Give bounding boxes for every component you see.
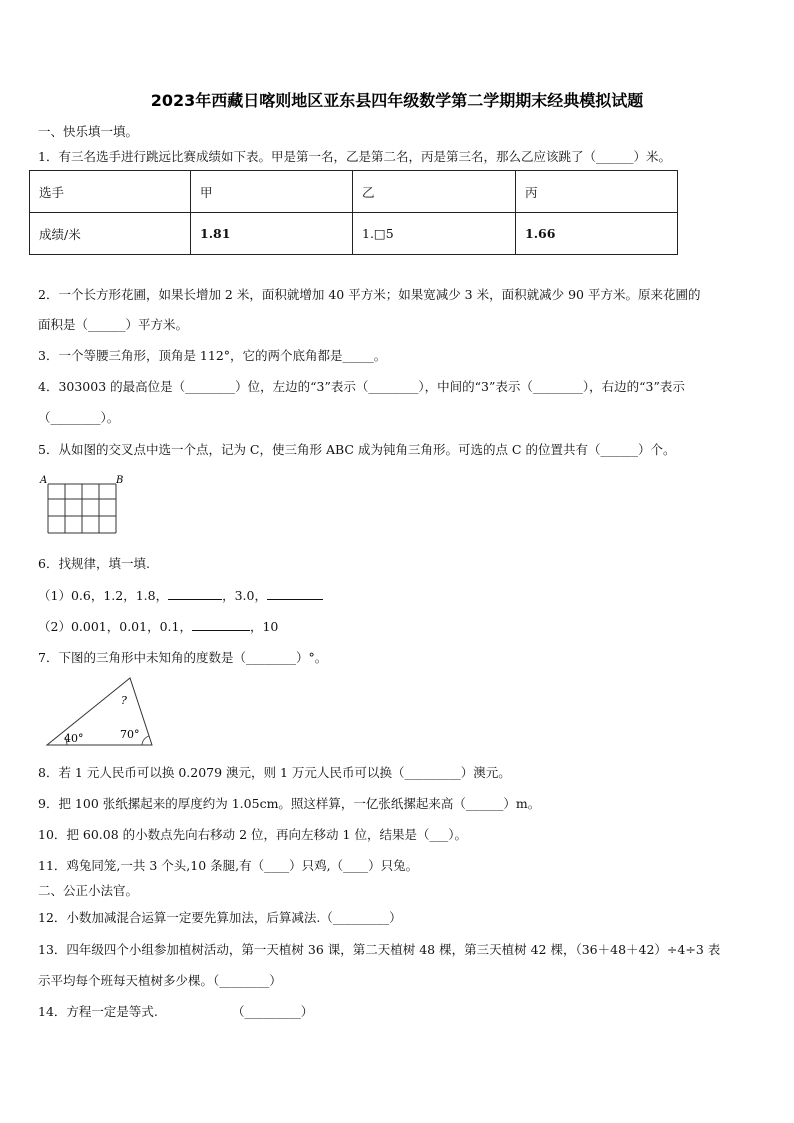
table-cell: 1.66 <box>516 213 678 255</box>
question-7: 7．下图的三角形中未知角的度数是（________）°。 <box>38 650 328 665</box>
question-2-line-1: 2．一个长方形花圃，如果长增加 2 米，面积就增加 40 平方米；如果宽减少 3 米，面积就减少 90 平方米。原来花圃的 <box>38 287 701 302</box>
question-3: 3．一个等腰三角形，顶角是 112°，它的两个底角都是_____。 <box>38 348 387 363</box>
question-4-line-1: 4．303003 的最高位是（________）位，左边的“3”表示（________），中间的“3”表示（________），右边的“3”表示 <box>38 379 685 394</box>
answer-blank <box>168 587 222 600</box>
table-cell: 选手 <box>30 171 191 213</box>
question-13-line-2: 示平均每个班每天植树多少棵。（________） <box>38 973 282 988</box>
section-heading-1: 一、快乐填一填。 <box>38 124 139 139</box>
question-11: 11．鸡兔同笼,一共 3 个头,10 条腿,有（____）只鸡,（____）只兔。 <box>38 858 419 873</box>
question-6-intro: 6．找规律，填一填. <box>38 556 150 571</box>
sequence-2-start: （2）0.001，0.01，0.1， <box>38 619 192 634</box>
table-row <box>30 213 678 255</box>
table-cell: 乙 <box>353 171 516 213</box>
question-9: 9．把 100 张纸摞起来的厚度约为 1.05cm。照这样算，一亿张纸摞起来高（______）m。 <box>38 796 541 811</box>
table-cell: 甲 <box>191 171 353 213</box>
question-2-line-2: 面积是（______）平方米。 <box>38 317 189 332</box>
table-cell: 丙 <box>516 171 678 213</box>
question-13-line-1: 13．四年级四个小组参加植树活动，第一天植树 36 课，第二天植树 48 棵，第三天植树 42 棵，（36＋48＋42）÷4÷3 表 <box>38 942 721 957</box>
table-cell: 成绩/米 <box>30 213 191 255</box>
question-5: 5．从如图的交叉点中选一个点，记为 C，使三角形 ABC 成为钝角三角形。可选的点 C 的位置共有（______）个。 <box>38 442 676 457</box>
sequence-2-end: ，10 <box>249 619 279 634</box>
question-6-part-1 <box>38 586 323 604</box>
question-14-answer: （_________） <box>232 1004 314 1019</box>
score-table <box>29 170 678 255</box>
angle-40-label: 40° <box>64 732 84 745</box>
table-cell: 1.81 <box>191 213 353 255</box>
unknown-angle-label: ? <box>121 694 127 707</box>
table-cell: 1.□5 <box>353 213 516 255</box>
point-a-label: A <box>40 475 48 486</box>
question-1: 1．有三名选手进行跳远比赛成绩如下表。甲是第一名，乙是第二名，丙是第三名，那么乙应该跳了（______）米。 <box>38 149 671 164</box>
page-title: 2023年西藏日喀则地区亚东县四年级数学第二学期期末经典模拟试题 <box>150 91 644 110</box>
question-10: 10．把 60.08 的小数点先向右移动 2 位，再向左移动 1 位，结果是（___）。 <box>38 827 467 842</box>
section-heading-2: 二、公正小法官。 <box>38 883 139 898</box>
question-8: 8．若 1 元人民币可以换 0.2079 澳元，则 1 万元人民币可以换（_________）澳元。 <box>38 765 511 780</box>
point-b-label: B <box>116 475 124 486</box>
answer-blank <box>267 587 323 600</box>
sequence-1-mid: ，3.0， <box>222 588 267 603</box>
triangle-figure <box>44 672 156 748</box>
table-header-row <box>30 171 678 213</box>
angle-70-label: 70° <box>120 728 140 741</box>
question-12: 12．小数加减混合运算一定要先算加法，后算减法.（_________） <box>38 910 402 925</box>
question-4-line-2: （________）。 <box>38 410 120 425</box>
question-14: 14．方程一定是等式. <box>38 1004 158 1019</box>
sequence-1-start: （1）0.6，1.2，1.8， <box>38 588 169 603</box>
answer-blank <box>192 618 250 631</box>
grid-figure <box>36 472 128 538</box>
question-6-part-2 <box>38 617 278 635</box>
